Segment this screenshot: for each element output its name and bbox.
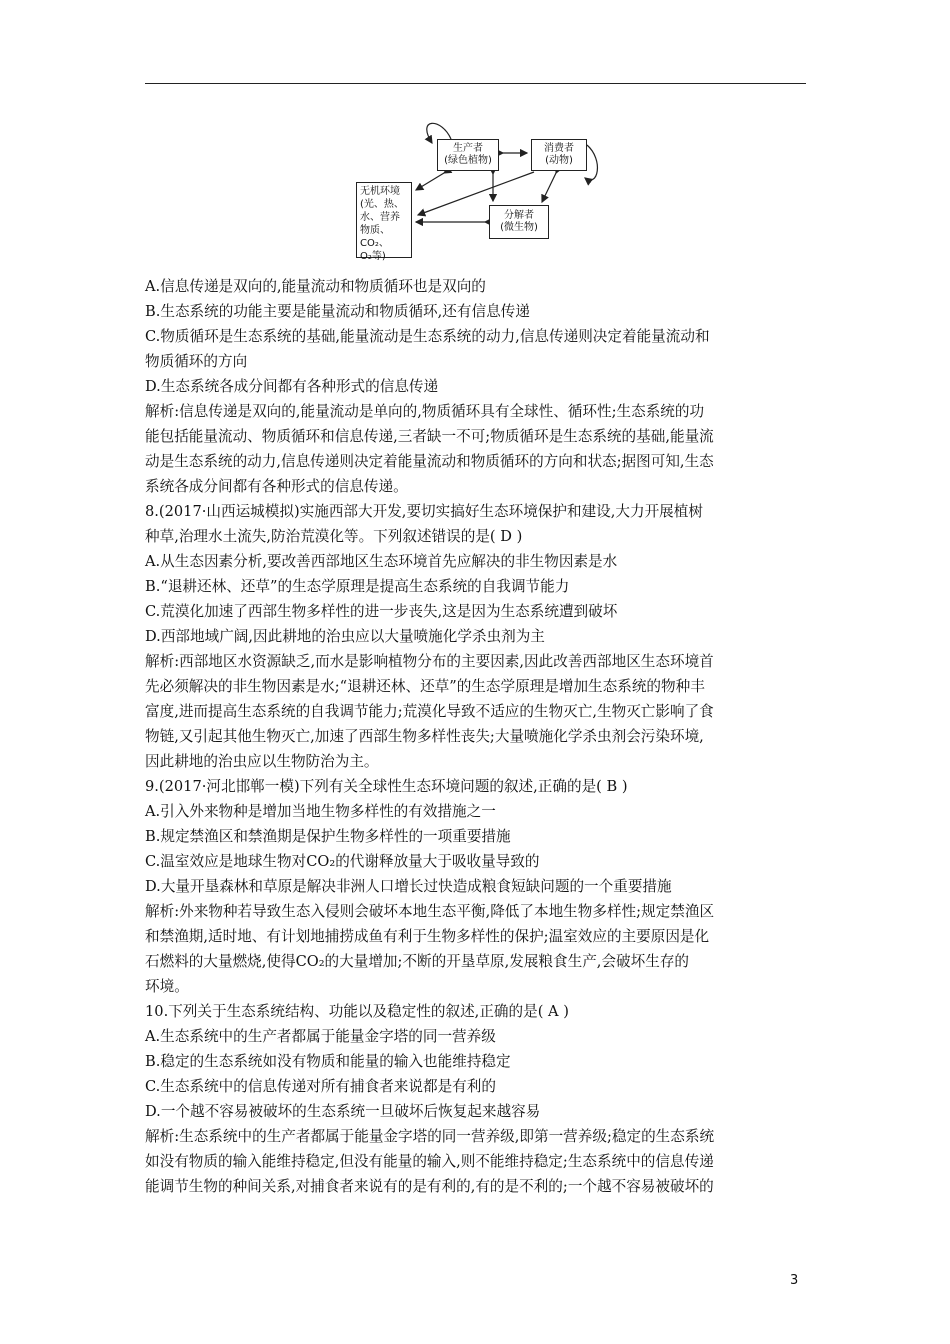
text-line: A.信息传递是双向的,能量流动和物质循环也是双向的 bbox=[145, 278, 486, 295]
consumer-label: 消费者 bbox=[544, 143, 574, 154]
abiotic-label: 无机环境 bbox=[360, 186, 400, 197]
abiotic-detail-4: O₂等) bbox=[360, 251, 386, 262]
text-line: 能调节生物的种间关系,对捕食者来说有的是有利的,有的是不利的;一个越不容易被破坏的 bbox=[145, 1178, 714, 1195]
text-line: A.引入外来物种是增加当地生物多样性的有效措施之一 bbox=[145, 803, 496, 820]
header-rule bbox=[145, 83, 806, 84]
abiotic-detail-2: 水、营养 bbox=[360, 212, 400, 223]
text-line: 物质循环的方向 bbox=[145, 353, 248, 370]
text-line: 解析:生态系统中的生产者都属于能量金字塔的同一营养级,即第一营养级;稳定的生态系统 bbox=[145, 1128, 715, 1145]
text-line: 因此耕地的治虫应以生物防治为主。 bbox=[145, 753, 379, 770]
text-line: 富度,进而提高生态系统的自我调节能力;荒漠化导致不适应的生物灭亡,生物灭亡影响了食 bbox=[145, 703, 714, 720]
text-line: C.生态系统中的信息传递对所有捕食者来说都是有利的 bbox=[145, 1078, 496, 1095]
page-number: 3 bbox=[790, 1273, 799, 1288]
text-line: B.“退耕还林、还草”的生态学原理是提高生态系统的自我调节能力 bbox=[145, 578, 570, 595]
text-line: A.从生态因素分析,要改善西部地区生态环境首先应解决的非生物因素是水 bbox=[145, 553, 618, 570]
text-line: A.生态系统中的生产者都属于能量金字塔的同一营养级 bbox=[145, 1028, 496, 1045]
text-line: C.荒漠化加速了西部生物多样性的进一步丧失,这是因为生态系统遭到破坏 bbox=[145, 603, 618, 620]
text-line: D.西部地域广阔,因此耕地的治虫应以大量喷施化学杀虫剂为主 bbox=[145, 628, 545, 645]
text-line: 解析:西部地区水资源缺乏,而水是影响植物分布的主要因素,因此改善西部地区生态环境首 bbox=[145, 653, 714, 670]
abiotic-detail-3: 物质、CO₂、 bbox=[360, 225, 390, 249]
text-line: 如没有物质的输入能维持稳定,但没有能量的输入,则不能维持稳定;生态系统中的信息传递 bbox=[145, 1153, 714, 1170]
text-line: 动是生态系统的动力,信息传递则决定着能量流动和物质循环的方向和状态;据图可知,生态 bbox=[145, 453, 714, 470]
abiotic-environment-box bbox=[356, 182, 412, 262]
abiotic-detail-1: (光、热、 bbox=[360, 199, 404, 210]
text-line: B.生态系统的功能主要是能量流动和物质循环,还有信息传递 bbox=[145, 303, 530, 320]
text-line: 石燃料的大量燃烧,使得CO₂的大量增加;不断的开垦草原,发展粮食生产,会破坏生存的 bbox=[145, 953, 690, 970]
decomposer-sublabel: (微生物) bbox=[500, 222, 538, 233]
text-line: B.稳定的生态系统如没有物质和能量的输入也能维持稳定 bbox=[145, 1053, 511, 1070]
question-text-body bbox=[145, 274, 810, 1199]
producer-box bbox=[437, 139, 499, 171]
text-line: C.温室效应是地球生物对CO₂的代谢释放量大于吸收量导致的 bbox=[145, 853, 540, 870]
text-line: 10.下列关于生态系统结构、功能以及稳定性的叙述,正确的是( A ) bbox=[145, 1003, 569, 1020]
ecosystem-diagram bbox=[356, 120, 606, 270]
text-line: 先必须解决的非生物因素是水;“退耕还林、还草”的生态学原理是增加生态系统的物种丰 bbox=[145, 678, 705, 695]
producer-sublabel: (绿色植物) bbox=[444, 155, 492, 166]
text-line: D.生态系统各成分间都有各种形式的信息传递 bbox=[145, 378, 439, 395]
text-line: D.一个越不容易被破坏的生态系统一旦破坏后恢复起来越容易 bbox=[145, 1103, 541, 1120]
text-line: B.规定禁渔区和禁渔期是保护生物多样性的一项重要措施 bbox=[145, 828, 511, 845]
text-line: 系统各成分间都有各种形式的信息传递。 bbox=[145, 478, 408, 495]
text-line: 解析:外来物种若导致生态入侵则会破坏本地生态平衡,降低了本地生物多样性;规定禁渔区 bbox=[145, 903, 715, 920]
decomposer-box bbox=[489, 205, 549, 239]
text-line: 9.(2017·河北邯郸一模)下列有关全球性生态环境问题的叙述,正确的是( B ) bbox=[145, 778, 628, 795]
text-line: 物链,又引起其他生物灭亡,加速了西部生物多样性丧失;大量喷施化学杀虫剂会污染环境, bbox=[145, 728, 704, 745]
text-line: 解析:信息传递是双向的,能量流动是单向的,物质循环具有全球性、循环性;生态系统的功 bbox=[145, 403, 705, 420]
consumer-sublabel: (动物) bbox=[545, 155, 573, 166]
text-line: 和禁渔期,适时地、有计划地捕捞成鱼有利于生物多样性的保护;温室效应的主要原因是化 bbox=[145, 928, 710, 945]
text-line: 能包括能量流动、物质循环和信息传递,三者缺一不可;物质循环是生态系统的基础,能量流 bbox=[145, 428, 714, 445]
consumer-box bbox=[531, 139, 587, 171]
text-line: C.物质循环是生态系统的基础,能量流动是生态系统的动力,信息传递则决定着能量流动和 bbox=[145, 328, 710, 345]
text-line: 环境。 bbox=[145, 978, 189, 995]
producer-abiotic-arrow bbox=[416, 173, 444, 190]
decomposer-label: 分解者 bbox=[504, 210, 534, 221]
text-line: 种草,治理水土流失,防治荒漠化等。下列叙述错误的是( D ) bbox=[145, 528, 523, 545]
text-line: 8.(2017·山西运城模拟)实施西部大开发,要切实搞好生态环境保护和建设,大力开展植树 bbox=[145, 503, 703, 520]
consumer-decomposer-arrow bbox=[542, 173, 556, 202]
text-line: D.大量开垦森林和草原是解决非洲人口增长过快造成粮食短缺问题的一个重要措施 bbox=[145, 878, 672, 895]
producer-label: 生产者 bbox=[453, 143, 483, 154]
